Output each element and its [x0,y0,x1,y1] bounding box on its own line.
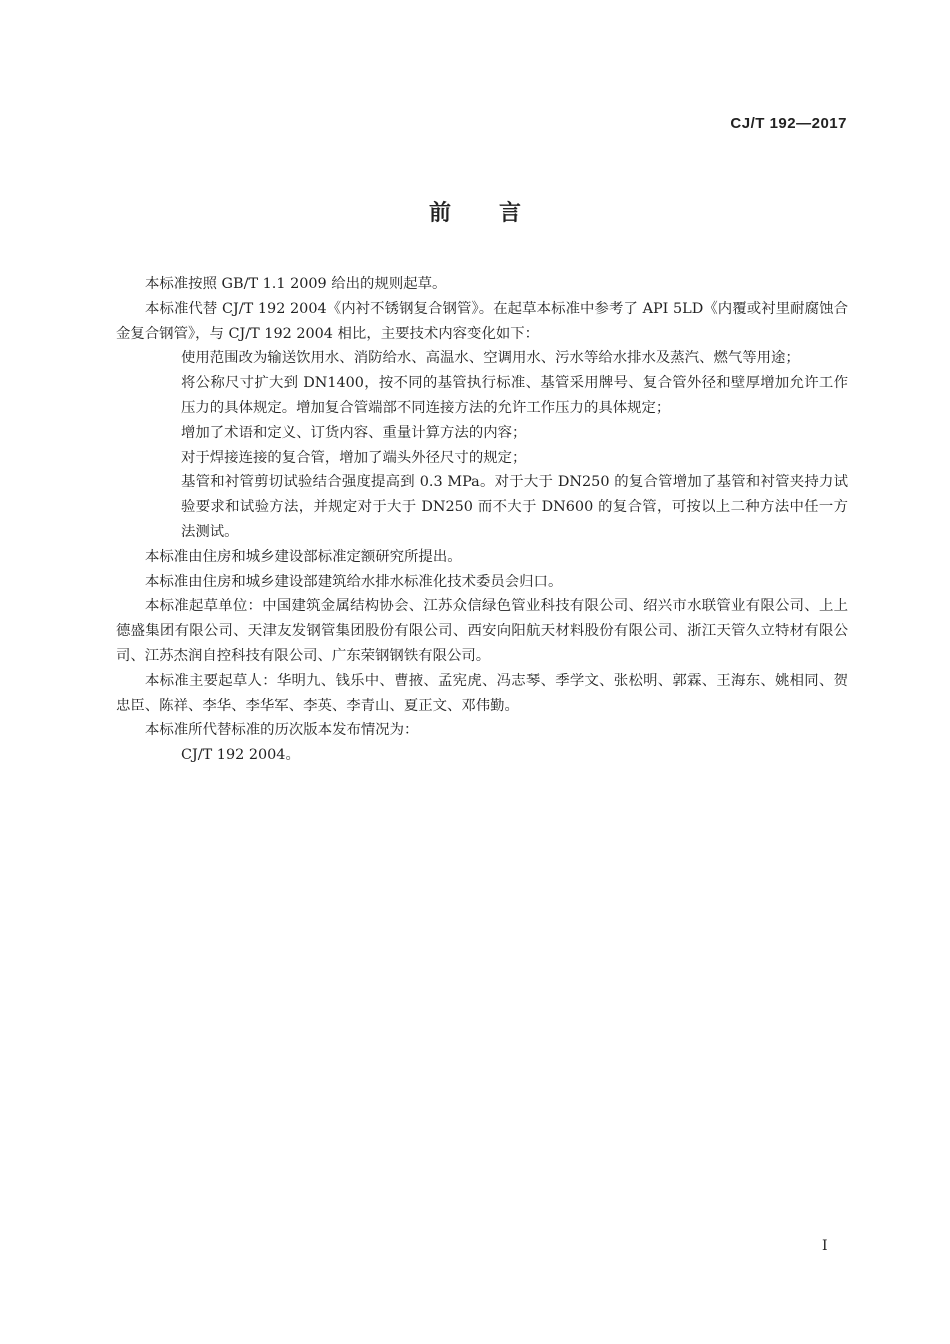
change-item-welding: 对于焊接连接的复合管，增加了端头外径尺寸的规定； [181,449,527,466]
paragraph-drafting-units: 本标准起草单位：中国建筑金属结构协会、江苏众信绿色管业科技有限公司、绍兴市水联管业有限公司、上上德盛集团有限公司、天津友发钢管集团股份有限公司、西安向阳航天材料股份有限公司、浙江天管久立特材有限公司、江苏杰润自控科技有限公司、广东荣钢钢铁有限公司。 [116,598,848,664]
paragraph-drafters: 本标准主要起草人：华明九、钱乐中、曹掖、孟宪虎、冯志琴、季学文、张松明、郭霖、王海东、姚相同、贺忠臣、陈祥、李华、李华军、李英、李青山、夏正文、邓伟勤。 [116,672,848,714]
change-item-shear-test: 基管和衬管剪切试验结合强度提高到 0.3 MPa。对于大于 DN250 的复合管增加了基管和衬管夹持力试验要求和试验方法，并规定对于大于 DN250 而不大于 DN600 的复合管，可按以上二种方法中任一方法测试。 [181,474,848,540]
paragraph-proposed-by: 本标准由住房和城乡建设部标准定额研究所提出。 [145,548,462,565]
paragraph-centralized-by: 本标准由住房和城乡建设部建筑给水排水标准化技术委员会归口。 [145,573,563,590]
paragraph-drafting-rules: 本标准按照 GB/T 1.1 2009 给出的规则起草。 [145,276,447,292]
page-number: I [822,1238,828,1254]
foreword-body [116,272,848,768]
change-item-terms: 增加了术语和定义、订货内容、重量计算方法的内容； [181,424,527,441]
change-item-scope: 使用范围改为输送饮用水、消防给水、高温水、空调用水、污水等给水排水及蒸汽、燃气等用途； [181,350,800,367]
paragraph-replacement: 本标准代替 CJ/T 192 2004《内衬不锈钢复合钢管》。在起草本标准中参考了 API 5LD《内覆或衬里耐腐蚀合金复合钢管》，与 CJ/T 192 2004 相比，主要技术内容变化如下： [116,300,848,342]
page-title: 前言 [428,200,569,226]
change-item-size: 将公称尺寸扩大到 DN1400，按不同的基管执行标准、基管采用牌号、复合管外径和壁厚增加允许工作压力的具体规定。增加复合管端部不同连接方法的允许工作压力的具体规定； [181,375,848,416]
history-version: CJ/T 192 2004。 [181,747,300,764]
standard-code-header: CJ/T 192—2017 [730,115,847,132]
paragraph-history: 本标准所代替标准的历次版本发布情况为： [145,722,419,739]
